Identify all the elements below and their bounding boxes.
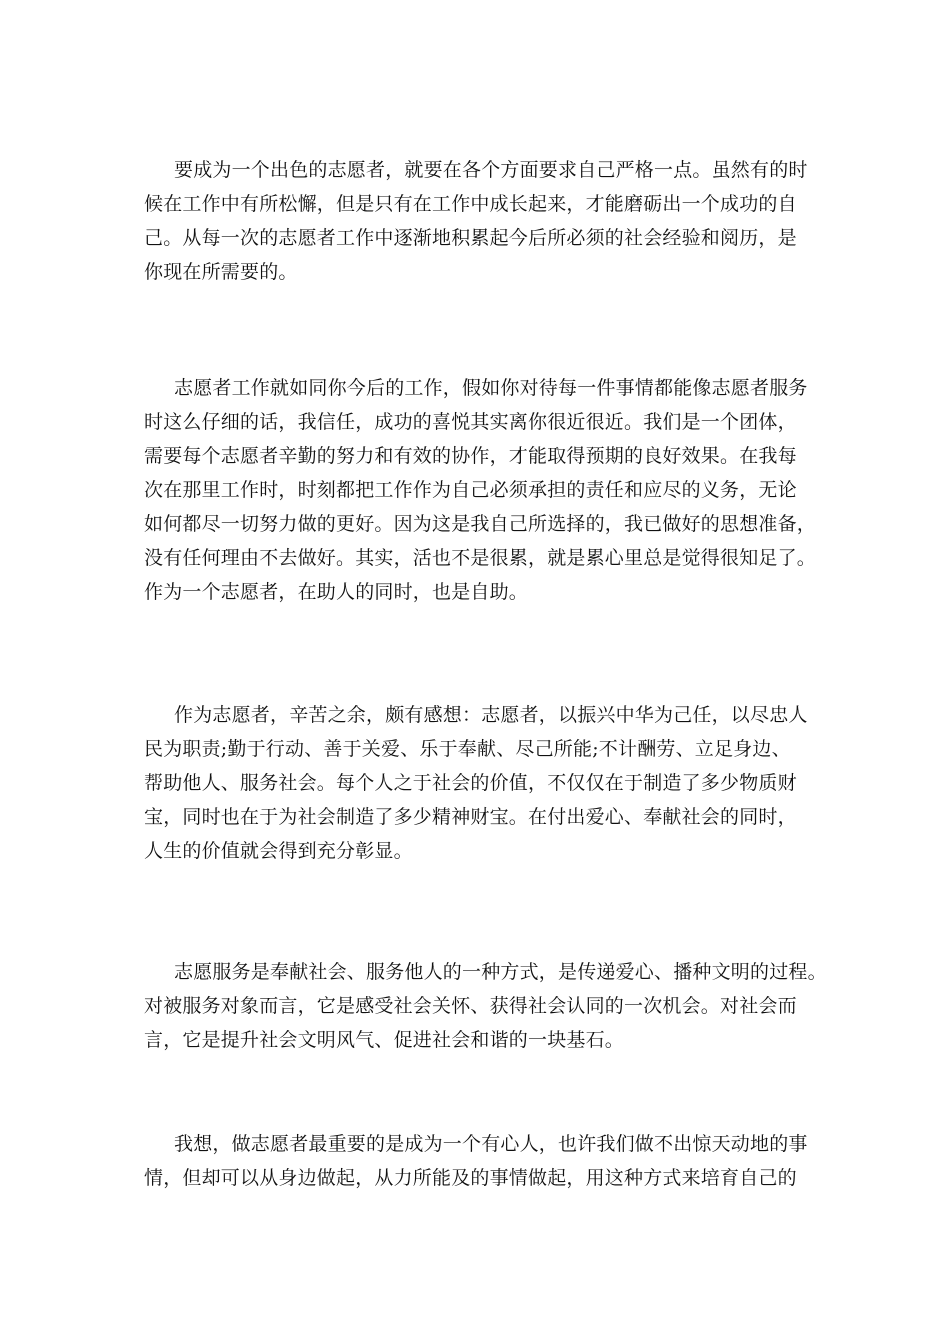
- paragraph-line: 己。从每一次的志愿者工作中逐渐地积累起今后所必须的社会经验和阅历，是: [144, 227, 797, 249]
- paragraph-line: 帮助他人、服务社会。每个人之于社会的价值，不仅仅在于制造了多少物质财: [144, 772, 797, 794]
- paragraph-5: [144, 1127, 824, 1195]
- paragraph-line: 言，它是提升社会文明风气、促进社会和谐的一块基石。: [144, 1029, 625, 1051]
- paragraph-line: 时这么仔细的话，我信任，成功的喜悦其实离你很近很近。我们是一个团体，: [144, 411, 797, 433]
- paragraph-1: [144, 153, 824, 289]
- paragraph-line: 如何都尽一切努力做的更好。因为这是我自己所选择的，我已做好的思想准备，: [144, 513, 817, 535]
- paragraph-line: 宝，同时也在于为社会制造了多少精神财宝。在付出爱心、奉献社会的同时，: [144, 806, 797, 828]
- paragraph-line: 民为职责;勤于行动、善于关爱、乐于奉献、尽己所能;不计酬劳、立足身边、: [144, 738, 791, 760]
- paragraph-line: 次在那里工作时，时刻都把工作作为自己必须承担的责任和应尽的义务，无论: [144, 479, 797, 501]
- paragraph-3: [144, 698, 824, 868]
- paragraph-line: 你现在所需要的。: [144, 261, 298, 283]
- paragraph-line: 没有任何理由不去做好。其实，活也不是很累，就是累心里总是觉得很知足了。: [144, 547, 817, 569]
- paragraph-line: 志愿者工作就如同你今后的工作，假如你对待每一件事情都能像志愿者服务: [174, 377, 808, 399]
- paragraph-line: 作为志愿者，辛苦之余，颇有感想：志愿者，以振兴中华为己任，以尽忠人: [174, 704, 808, 726]
- paragraph-2: [144, 371, 824, 609]
- paragraph-line: 情，但却可以从身边做起，从力所能及的事情做起，用这种方式来培育自己的: [144, 1167, 797, 1189]
- paragraph-4: [144, 955, 827, 1057]
- paragraph-line: 志愿服务是奉献社会、服务他人的一种方式，是传递爱心、播种文明的过程。: [174, 961, 827, 983]
- paragraph-line: 我想，做志愿者最重要的是成为一个有心人，也许我们做不出惊天动地的事: [174, 1133, 808, 1155]
- paragraph-line: 人生的价值就会得到充分彰显。: [144, 840, 413, 862]
- paragraph-line: 作为一个志愿者，在助人的同时，也是自助。: [144, 581, 529, 603]
- paragraph-line: 要成为一个出色的志愿者，就要在各个方面要求自己严格一点。虽然有的时: [174, 159, 808, 181]
- paragraph-line: 候在工作中有所松懈，但是只有在工作中成长起来，才能磨砺出一个成功的自: [144, 193, 797, 215]
- paragraph-line: 需要每个志愿者辛勤的努力和有效的协作，才能取得预期的良好效果。在我每: [144, 445, 797, 467]
- paragraph-line: 对被服务对象而言，它是感受社会关怀、获得社会认同的一次机会。对社会而: [144, 995, 797, 1017]
